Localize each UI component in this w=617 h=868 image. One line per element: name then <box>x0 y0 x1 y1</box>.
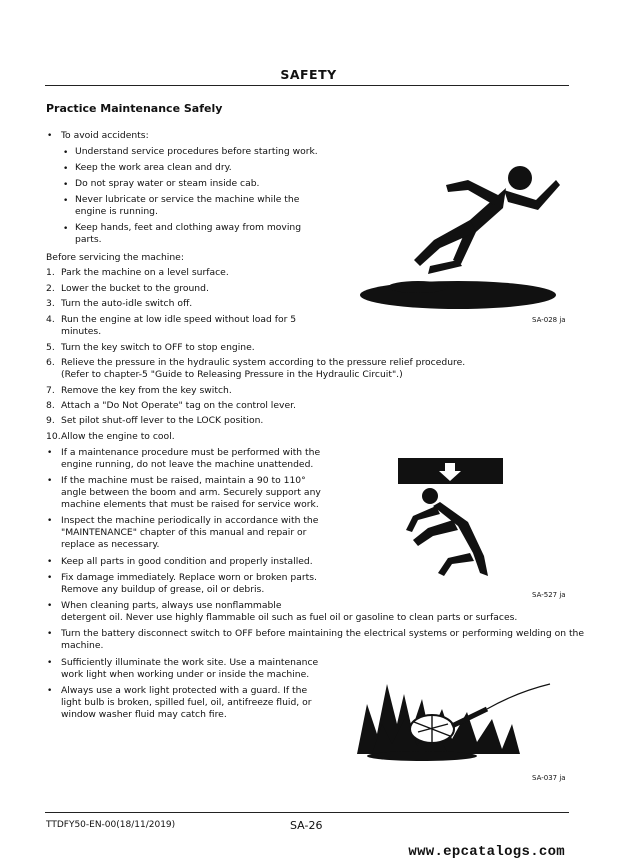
bullet-icon: • <box>47 516 53 526</box>
rule-text: Fix damage immediately. Replace worn or broken parts. <box>61 572 317 583</box>
bullet-icon: • <box>47 573 53 583</box>
rule-text: light bulb is broken, spilled fuel, oil, antifreeze fluid, or <box>61 697 312 708</box>
rule-text: If the machine must be raised, maintain a 90 to 110° <box>61 475 306 486</box>
step-text: Park the machine on a level surface. <box>61 267 229 278</box>
step-number: 1. <box>46 267 55 278</box>
bullet-icon: • <box>47 448 53 458</box>
step-text: Turn the key switch to OFF to stop engine. <box>61 342 255 353</box>
crush-hazard-illustration <box>398 458 508 583</box>
rule-text: Sufficiently illuminate the work site. Use a maintenance <box>61 657 319 668</box>
rule-text: replace as necessary. <box>61 539 160 550</box>
step-text: Allow the engine to cool. <box>61 431 175 442</box>
sub-bullet-icon: • <box>63 180 69 190</box>
bullet-icon: • <box>47 601 53 611</box>
rule-text: Keep all parts in good condition and properly installed. <box>61 556 313 567</box>
section-title: Practice Maintenance Safely <box>46 102 223 115</box>
page-number: SA-26 <box>290 819 323 832</box>
header-rule <box>45 85 569 86</box>
slip-hazard-illustration <box>358 150 583 315</box>
step-number: 9. <box>46 415 55 426</box>
sub-bullet-icon: • <box>63 196 69 206</box>
step-number: 6. <box>46 357 55 368</box>
intro-item: Keep hands, feet and clothing away from moving <box>75 222 302 233</box>
step-text: minutes. <box>61 326 102 337</box>
step-text: (Refer to chapter-5 "Guide to Releasing Pressure in the Hydraulic Circuit".) <box>61 369 403 380</box>
figure-caption: SA-037 ja <box>532 774 566 782</box>
intro-item: engine is running. <box>75 206 158 217</box>
step-text: Set pilot shut-off lever to the LOCK position. <box>61 415 264 426</box>
step-text: Turn the auto-idle switch off. <box>61 298 193 309</box>
bullet-icon: • <box>47 476 53 486</box>
bullet-icon: • <box>47 131 53 141</box>
rule-text: Remove any buildup of grease, oil or debris. <box>61 584 265 595</box>
rule-text: window washer fluid may catch fire. <box>61 709 227 720</box>
intro-item: parts. <box>75 234 102 245</box>
step-text: Lower the bucket to the ground. <box>61 283 209 294</box>
intro-item: Understand service procedures before starting work. <box>75 146 318 157</box>
document-code: TTDFY50-EN-00(18/11/2019) <box>46 820 176 830</box>
bullet-icon: • <box>47 686 53 696</box>
intro-item: Never lubricate or service the machine while the <box>75 194 300 205</box>
page-title: SAFETY <box>280 67 337 82</box>
step-number: 7. <box>46 385 55 396</box>
rule-text: detergent oil. Never use highly flammable oil such as fuel oil or gasoline to clean parts or surfaces. <box>61 612 518 623</box>
rule-text: machine elements that must be raised for service work. <box>61 499 319 510</box>
step-number: 4. <box>46 314 55 325</box>
step-number: 2. <box>46 283 55 294</box>
rule-text: work light when working under or inside the machine. <box>61 669 310 680</box>
figure-caption: SA-028 ja <box>532 316 566 324</box>
rule-text: "MAINTENANCE" chapter of this manual and repair or <box>61 527 307 538</box>
step-text: Attach a "Do Not Operate" tag on the control lever. <box>61 400 296 411</box>
bullet-icon: • <box>47 557 53 567</box>
sub-bullet-icon: • <box>63 148 69 158</box>
bullet-icon: • <box>47 629 53 639</box>
step-number: 8. <box>46 400 55 411</box>
step-number: 5. <box>46 342 55 353</box>
rule-text: Turn the battery disconnect switch to OFF before maintaining the electrical systems or performing welding on the <box>61 628 585 639</box>
rule-text: Always use a work light protected with a guard. If the <box>61 685 308 696</box>
step-text: Remove the key from the key switch. <box>61 385 232 396</box>
step-text: Relieve the pressure in the hydraulic system according to the pressure relief procedure. <box>61 357 466 368</box>
watermark: www.epcatalogs.com <box>408 844 565 860</box>
rule-text: If a maintenance procedure must be performed with the <box>61 447 321 458</box>
fire-hazard-illustration <box>352 664 552 764</box>
bullet-icon: • <box>47 658 53 668</box>
intro-item: Do not spray water or steam inside cab. <box>75 178 260 189</box>
intro-item: Keep the work area clean and dry. <box>75 162 232 173</box>
rule-text: angle between the boom and arm. Securely support any <box>61 487 321 498</box>
figure-caption: SA-527 ja <box>532 591 566 599</box>
rule-text: machine. <box>61 640 104 651</box>
rule-text: Inspect the machine periodically in accordance with the <box>61 515 319 526</box>
before-lead: Before servicing the machine: <box>46 252 184 263</box>
step-number: 10. <box>46 431 61 442</box>
footer-rule <box>45 812 569 813</box>
step-number: 3. <box>46 298 55 309</box>
sub-bullet-icon: • <box>63 224 69 234</box>
step-text: Run the engine at low idle speed without load for 5 <box>61 314 297 325</box>
intro-lead: To avoid accidents: <box>61 130 149 141</box>
sub-bullet-icon: • <box>63 164 69 174</box>
rule-text: engine running, do not leave the machine unattended. <box>61 459 314 470</box>
rule-text: When cleaning parts, always use nonflammable <box>61 600 282 611</box>
